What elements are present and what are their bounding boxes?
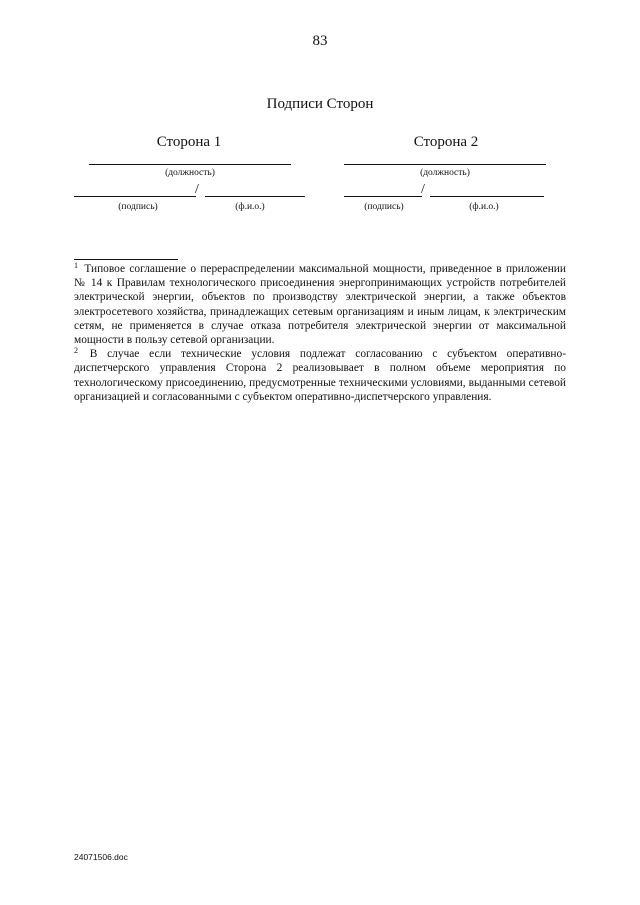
footnote-1 <box>74 262 566 347</box>
party-2-name-line[interactable] <box>430 196 544 197</box>
party-1-signature-line[interactable] <box>74 196 196 197</box>
party-1-slash: / <box>195 182 199 197</box>
party-2-slash: / <box>421 182 425 197</box>
page-number: 83 <box>312 33 328 49</box>
party-2-signature-caption: (подпись) <box>364 202 404 212</box>
footnote-2-text: В случае если технические условия подлежат согласованию с субъектом оперативно-диспетчерского управления Сторона 2 реализовывает в полном объеме мероприятия по технологическому присоединению, предусмотренные техническими условиями, выданными сетевой организацией и согласованными с субъектом оперативно-диспетчерского управления. <box>74 348 566 403</box>
party-2-signature-line[interactable] <box>344 196 422 197</box>
footnote-1-text: Типовое соглашение о перераспределении максимальной мощности, приведенное в приложении № 14 к Правилам технологического присоединения энергопринимающих устройств потребителей электрической энергии, объектов по производству электрической энергии, а также объектов электросетевого хозяйства, принадлежащих сетевым организациям и иным лицам, к электрическим сетям, не применяется в случае отказа потребителя электрической энергии от максимальной мощности в пользу сетевой организации. <box>74 263 566 347</box>
party-1-signature-caption: (подпись) <box>118 202 158 212</box>
section-title: Подписи Сторон <box>266 96 374 112</box>
footnote-rule <box>74 259 178 260</box>
footnote-2 <box>74 347 566 404</box>
footnote-2-mark: 2 <box>74 346 78 356</box>
document-id: 24071506.doc <box>74 852 128 862</box>
party-1-heading: Сторона 1 <box>156 134 222 150</box>
footnote-1-mark: 1 <box>74 261 78 270</box>
party-1-name-caption: (ф.и.о.) <box>235 202 265 212</box>
footnotes <box>74 262 566 404</box>
party-2-name-caption: (ф.и.о.) <box>469 202 499 212</box>
party-2-position-caption: (должность) <box>420 168 470 178</box>
party-2-position-line[interactable] <box>344 164 546 165</box>
party-2-heading: Сторона 2 <box>413 134 479 150</box>
party-1-name-line[interactable] <box>205 196 305 197</box>
party-1-position-line[interactable] <box>89 164 291 165</box>
party-1-position-caption: (должность) <box>165 168 215 178</box>
